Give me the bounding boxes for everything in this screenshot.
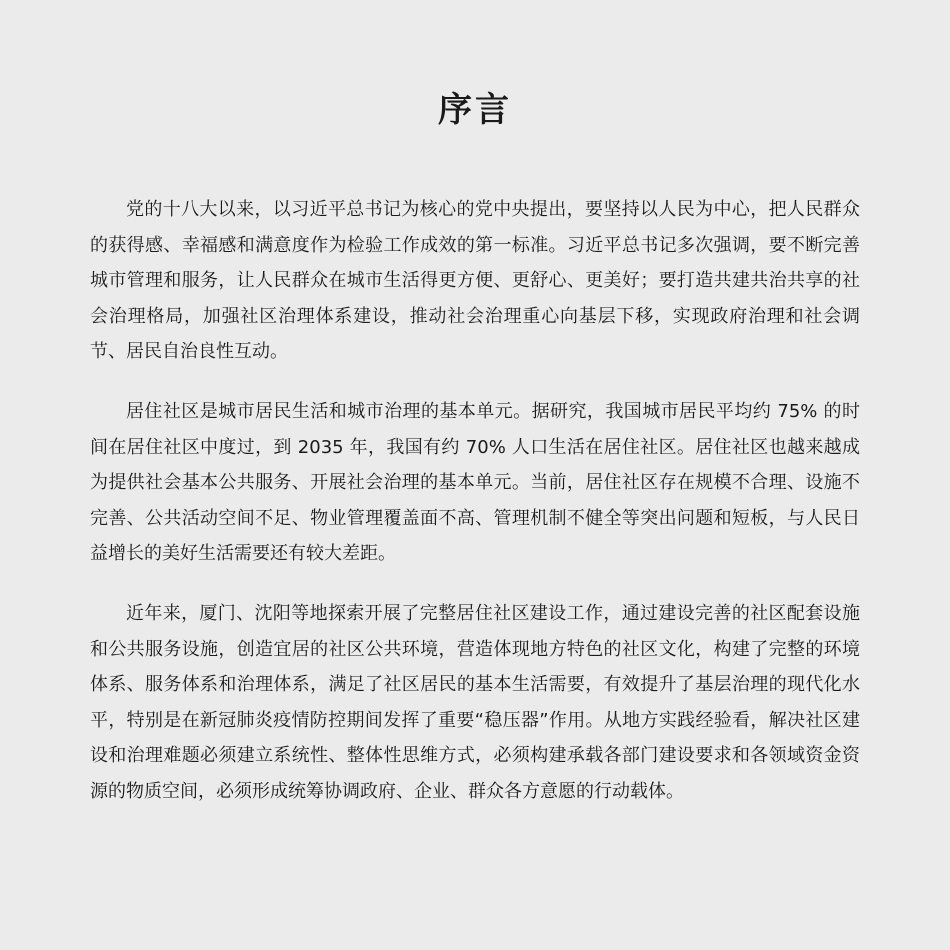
- paragraph-3: 近年来，厦门、沈阳等地探索开展了完整居住社区建设工作，通过建设完善的社区配套设施和公共服务设施，创造宜居的社区公共环境，营造体现地方特色的社区文化，构建了完整的环境体系、服务体系和治理体系，满足了社区居民的基本生活需要，有效提升了基层治理的现代化水平，特别是在新冠肺炎疫情防控期间发挥了重要“稳压器”作用。从地方实践经验看，解决社区建设和治理难题必须建立系统性、整体性思维方式，必须构建承载各部门建设要求和各领域资金资源的物质空间，必须形成统筹协调政府、企业、群众各方意愿的行动载体。: [90, 602, 860, 802]
- paragraph-2: 居住社区是城市居民生活和城市治理的基本单元。据研究，我国城市居民平均约 75% 的时间在居住社区中度过，到 2035 年，我国有约 70% 人口生活在居住社区。居住社区也越来越成为提供社会基本公共服务、开展社会治理的基本单元。当前，居住社区存在规模不合理、设施不完善、公共活动空间不足、物业管理覆盖面不高、管理机制不健全等突出问题和短板，与人民日益增长的美好生活需要还有较大差距。: [90, 400, 860, 565]
- document-body: [90, 192, 860, 834]
- page-title: 序言: [438, 90, 512, 130]
- paragraph-1: 党的十八大以来，以习近平总书记为核心的党中央提出，要坚持以人民为中心，把人民群众的获得感、幸福感和满意度作为检验工作成效的第一标准。习近平总书记多次强调，要不断完善城市管理和服务，让人民群众在城市生活得更方便、更舒心、更美好；要打造共建共治共享的社会治理格局，加强社区治理体系建设，推动社会治理重心向基层下移，实现政府治理和社会调节、居民自治良性互动。: [90, 199, 860, 363]
